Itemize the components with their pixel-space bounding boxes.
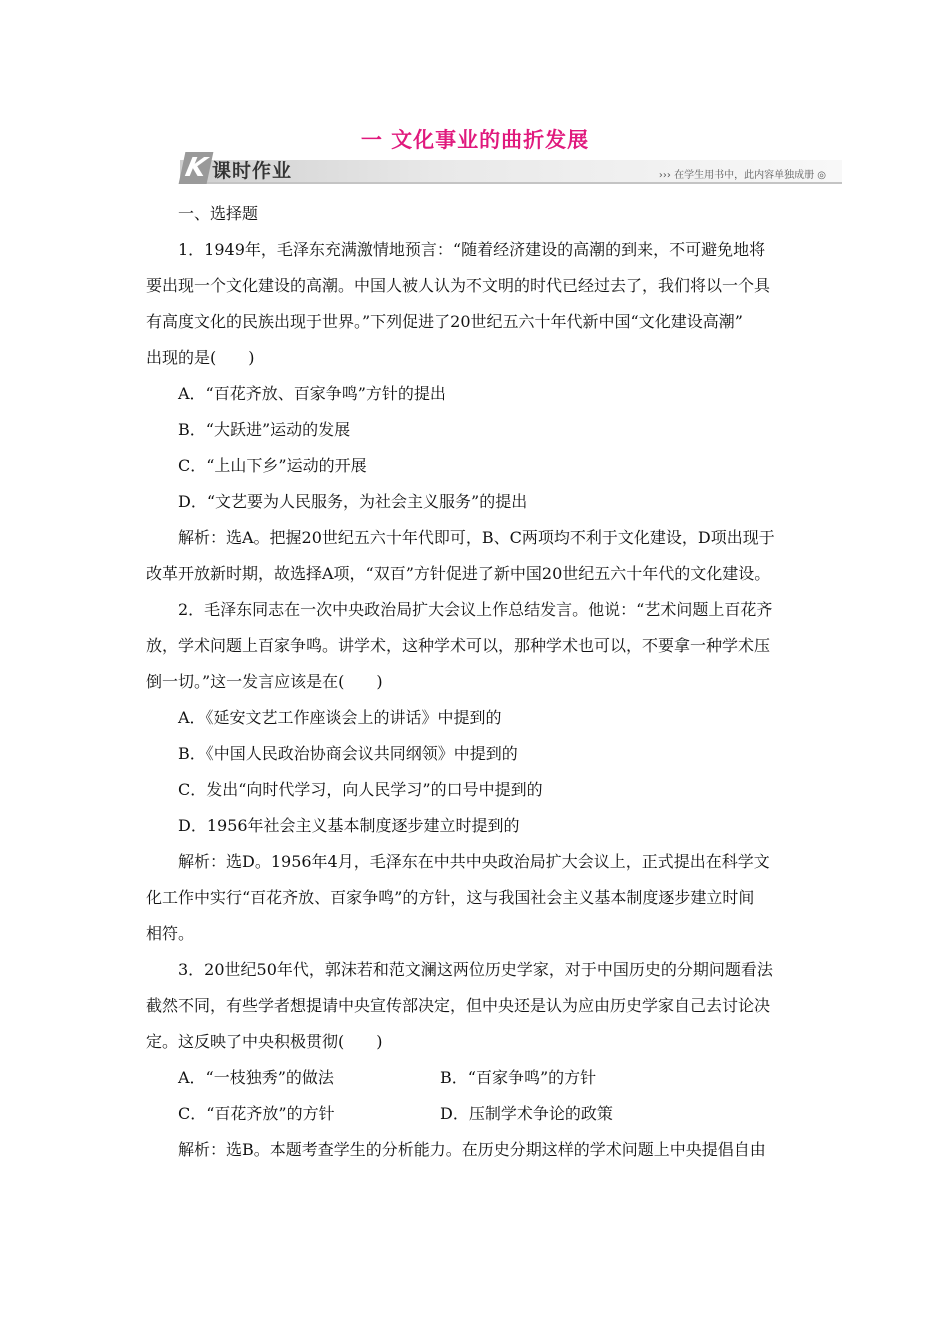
- q1-line: 有高度文化的民族出现于世界。”下列促进了20世纪五六十年代新中国“文化建设高潮”: [146, 312, 743, 331]
- homework-banner: [180, 152, 842, 188]
- banner-note: ››› 在学生用书中，此内容单独成册 ◎: [658, 170, 826, 181]
- q3-line: 定。这反映了中央积极贯彻( ): [146, 1032, 383, 1051]
- q2-line: 放，学术问题上百家争鸣。讲学术，这种学术可以，那种学术也可以，不要拿一种学术压: [146, 636, 771, 655]
- q1-analysis: 解析：选A。把握20世纪五六十年代即可，B、C两项均不利于文化建设，D项出现于: [178, 528, 775, 547]
- q1-option-c: C．“上山下乡”运动的开展: [178, 456, 367, 475]
- banner-label: 课时作业: [212, 160, 293, 182]
- page-title: 一 文化事业的曲折发展: [360, 127, 590, 152]
- document-body: [146, 196, 812, 1168]
- q1-line: 出现的是( ): [146, 348, 255, 367]
- q2-line: 倒一切。”这一发言应该是在( ): [146, 672, 383, 691]
- q3-options-row-1: [146, 1060, 812, 1096]
- q2-option-d: D．1956年社会主义基本制度逐步建立时提到的: [178, 816, 520, 835]
- q3-line: 截然不同，有些学者想提请中央宣传部决定，但中央还是认为应由历史学家自己去讨论决: [146, 996, 771, 1015]
- q3-option-a: A．“一枝独秀”的做法: [178, 1068, 334, 1087]
- q2-option-c: C．发出“向时代学习，向人民学习”的口号中提到的: [178, 780, 543, 799]
- k-logo-icon: K: [179, 152, 214, 184]
- q1-analysis: 改革开放新时期，故选择A项，“双百”方针促进了新中国20世纪五六十年代的文化建设。: [146, 564, 771, 583]
- q3-analysis: 解析：选B。本题考查学生的分析能力。在历史分期这样的学术问题上中央提倡自由: [178, 1140, 766, 1159]
- q1-line: 要出现一个文化建设的高潮。中国人被人认为不文明的时代已经过去了，我们将以一个具: [146, 276, 771, 295]
- q1-option-b: B．“大跃进”运动的发展: [178, 420, 351, 439]
- q2-analysis: 解析：选D。1956年4月，毛泽东在中共中央政治局扩大会议上，正式提出在科学文: [178, 852, 770, 871]
- q3-option-d: D．压制学术争论的政策: [440, 1104, 613, 1123]
- section-heading: 一、选择题: [178, 204, 259, 223]
- q2-analysis: 化工作中实行“百花齐放、百家争鸣”的方针，这与我国社会主义基本制度逐步建立时间: [146, 888, 755, 907]
- q2-line: 2．毛泽东同志在一次中央政治局扩大会议上作总结发言。他说：“艺术问题上百花齐: [178, 600, 773, 619]
- q2-option-b: B．《中国人民政治协商会议共同纲领》中提到的: [178, 744, 518, 763]
- q3-option-c: C．“百花齐放”的方针: [178, 1104, 335, 1123]
- q3-options-row-2: [146, 1096, 812, 1132]
- q1-option-d: D．“文艺要为人民服务，为社会主义服务”的提出: [178, 492, 528, 511]
- q1-line: 1．1949年，毛泽东充满激情地预言：“随着经济建设的高潮的到来，不可避免地将: [178, 240, 766, 259]
- q3-option-b: B．“百家争鸣”的方针: [440, 1068, 597, 1087]
- q3-line: 3．20世纪50年代，郭沫若和范文澜这两位历史学家，对于中国历史的分期问题看法: [178, 960, 773, 979]
- q2-option-a: A．《延安文艺工作座谈会上的讲话》中提到的: [178, 708, 502, 727]
- q2-analysis: 相符。: [146, 924, 195, 943]
- q1-option-a: A．“百花齐放、百家争鸣”方针的提出: [178, 384, 446, 403]
